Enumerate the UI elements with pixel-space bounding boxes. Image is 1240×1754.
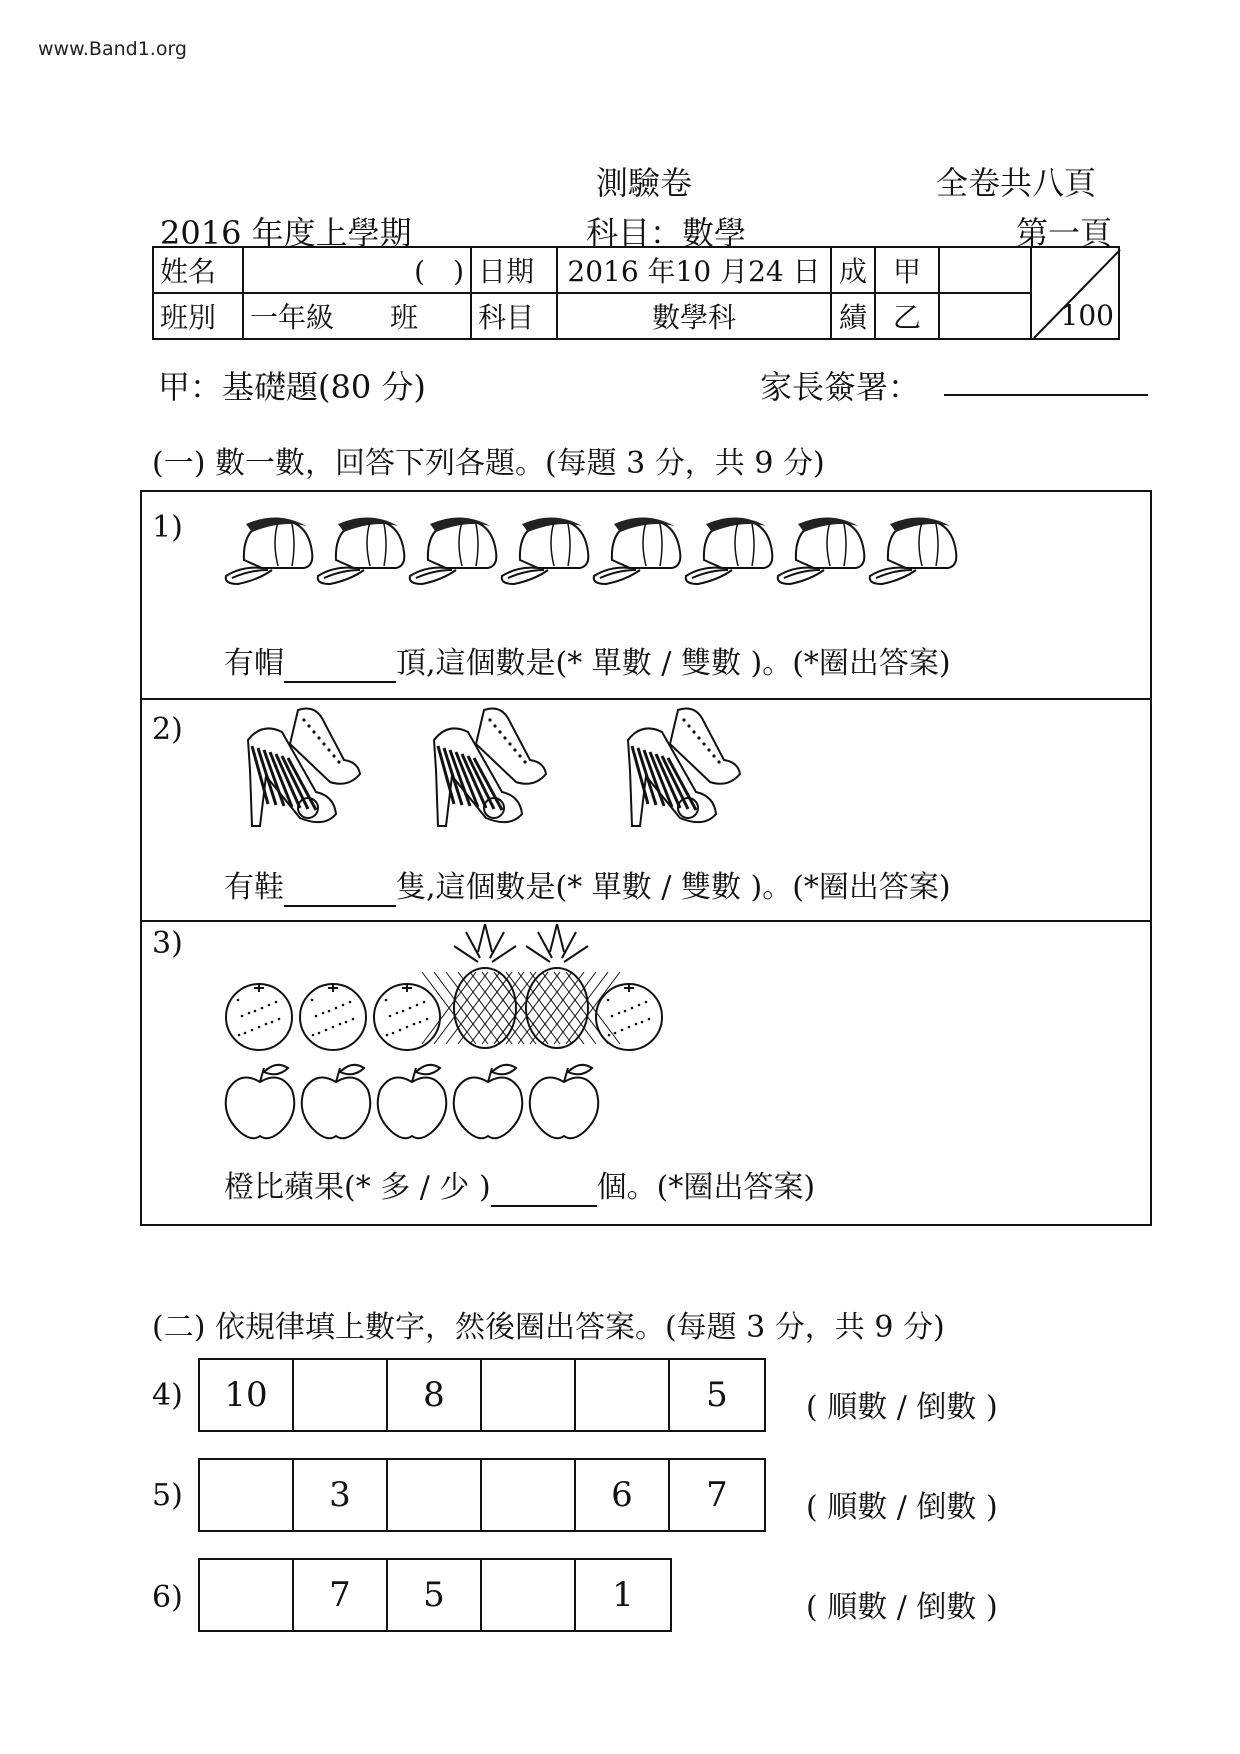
q5-sequence (198, 1458, 766, 1532)
q4-number: 4) (152, 1378, 183, 1413)
score-total: 100 (1060, 299, 1114, 332)
cap-icon (222, 508, 322, 588)
cap-icon (590, 508, 690, 588)
orange-icon (370, 980, 444, 1054)
sequence-cell[interactable] (200, 1560, 294, 1630)
q3-suffix: 個。(*圈出答案) (596, 1170, 816, 1205)
grade-label-2: 績 (831, 293, 875, 339)
sequence-cell[interactable] (388, 1460, 482, 1530)
sequence-cell[interactable]: 10 (200, 1360, 294, 1430)
q3-text (224, 1162, 815, 1207)
class-value: 一年級 班 (243, 293, 471, 339)
cap-icon (498, 508, 598, 588)
term-label: 2016 年度上學期 (160, 214, 412, 252)
q1-answer-blank[interactable] (284, 646, 396, 683)
section-a-title: 甲：基礎題(80 分) (158, 368, 426, 406)
q3-prefix: 橙比蘋果(* 多 / 少 ) (224, 1170, 491, 1205)
sequence-cell[interactable]: 6 (576, 1460, 670, 1530)
score-box (1031, 247, 1119, 339)
apple-icon (220, 1062, 300, 1142)
grade-b-field[interactable] (939, 293, 1031, 339)
page-number: 第一頁 (1016, 214, 1113, 252)
sequence-cell[interactable]: 7 (294, 1560, 388, 1630)
sequence-cell[interactable]: 5 (388, 1560, 482, 1630)
grade-b-label: 乙 (875, 293, 939, 339)
sequence-cell[interactable] (576, 1360, 670, 1430)
q2-number: 2) (152, 712, 183, 747)
orange-icon (222, 980, 296, 1054)
name-label: 姓名 (153, 247, 243, 293)
shoe-pair-icon (238, 700, 378, 840)
subject-label: 科目 (471, 293, 557, 339)
name-paren: ( ) (414, 255, 464, 288)
name-field[interactable] (243, 247, 471, 293)
apple-icon (296, 1062, 376, 1142)
q5-choice[interactable]: ( 順數 / 倒數 ) (806, 1490, 998, 1525)
sequence-cell[interactable]: 5 (706, 1375, 728, 1415)
sequence-cell[interactable] (294, 1360, 388, 1430)
exam-title: 測驗卷 (596, 164, 693, 202)
sequence-cell[interactable] (482, 1560, 576, 1630)
parent-signature-label: 家長簽署： (760, 368, 921, 406)
part1-title: (一) 數一數，回答下列各題。(每題 3 分，共 9 分) (152, 446, 825, 481)
q1-prefix: 有帽 (224, 646, 284, 681)
sequence-cell[interactable]: 1 (612, 1575, 634, 1615)
apple-icon (372, 1062, 452, 1142)
grade-label-1: 成 (831, 247, 875, 293)
q6-sequence (198, 1558, 672, 1632)
pineapple-icon (448, 922, 522, 1052)
part2-title: (二) 依規律填上數字，然後圈出答案。(每題 3 分，共 9 分) (152, 1310, 945, 1345)
q1-suffix: 頂,這個數是(* 單數 / 雙數 )。(*圈出答案) (396, 646, 951, 681)
cap-icon (406, 508, 506, 588)
q3-number: 3) (152, 926, 183, 961)
date-value: 2016 年10 月24 日 (557, 247, 831, 293)
total-pages: 全卷共八頁 (936, 164, 1097, 202)
sequence-cell[interactable] (482, 1360, 576, 1430)
cap-icon (314, 508, 414, 588)
orange-icon (592, 980, 666, 1054)
student-info-table (152, 246, 1120, 340)
sequence-cell[interactable] (482, 1460, 576, 1530)
q1-text (224, 638, 951, 683)
q2-answer-blank[interactable] (284, 870, 396, 907)
q6-choice[interactable]: ( 順數 / 倒數 ) (806, 1590, 998, 1625)
q3-answer-blank[interactable] (491, 1170, 597, 1207)
apple-icon (448, 1062, 528, 1142)
sequence-cell[interactable]: 8 (388, 1360, 482, 1430)
apple-icon (524, 1062, 604, 1142)
watermark: www.Band1.org (38, 38, 187, 60)
q4-sequence (198, 1358, 766, 1432)
pineapple-icon (520, 922, 594, 1052)
q4-choice[interactable]: ( 順數 / 倒數 ) (806, 1390, 998, 1425)
divider (142, 920, 1150, 922)
date-label: 日期 (471, 247, 557, 293)
sequence-cell[interactable]: 3 (294, 1460, 388, 1530)
cap-icon (866, 508, 966, 588)
orange-icon (296, 980, 370, 1054)
grade-a-field[interactable] (939, 247, 1031, 293)
grade-a-label: 甲 (875, 247, 939, 293)
q2-suffix: 隻,這個數是(* 單數 / 雙數 )。(*圈出答案) (396, 870, 951, 905)
q1-number: 1) (152, 510, 183, 545)
q2-text (224, 862, 951, 907)
class-label: 班別 (153, 293, 243, 339)
sequence-cell[interactable]: 7 (706, 1475, 728, 1515)
subject-header: 科目：數學 (586, 214, 747, 252)
q6-number: 6) (152, 1580, 183, 1615)
cap-icon (774, 508, 874, 588)
cap-icon (682, 508, 782, 588)
parent-signature-line[interactable] (944, 394, 1148, 396)
sequence-cell[interactable] (200, 1460, 294, 1530)
q2-prefix: 有鞋 (224, 870, 284, 905)
subject-value: 數學科 (557, 293, 831, 339)
shoe-pair-icon (618, 700, 758, 840)
q5-number: 5) (152, 1478, 183, 1513)
shoe-pair-icon (424, 700, 564, 840)
